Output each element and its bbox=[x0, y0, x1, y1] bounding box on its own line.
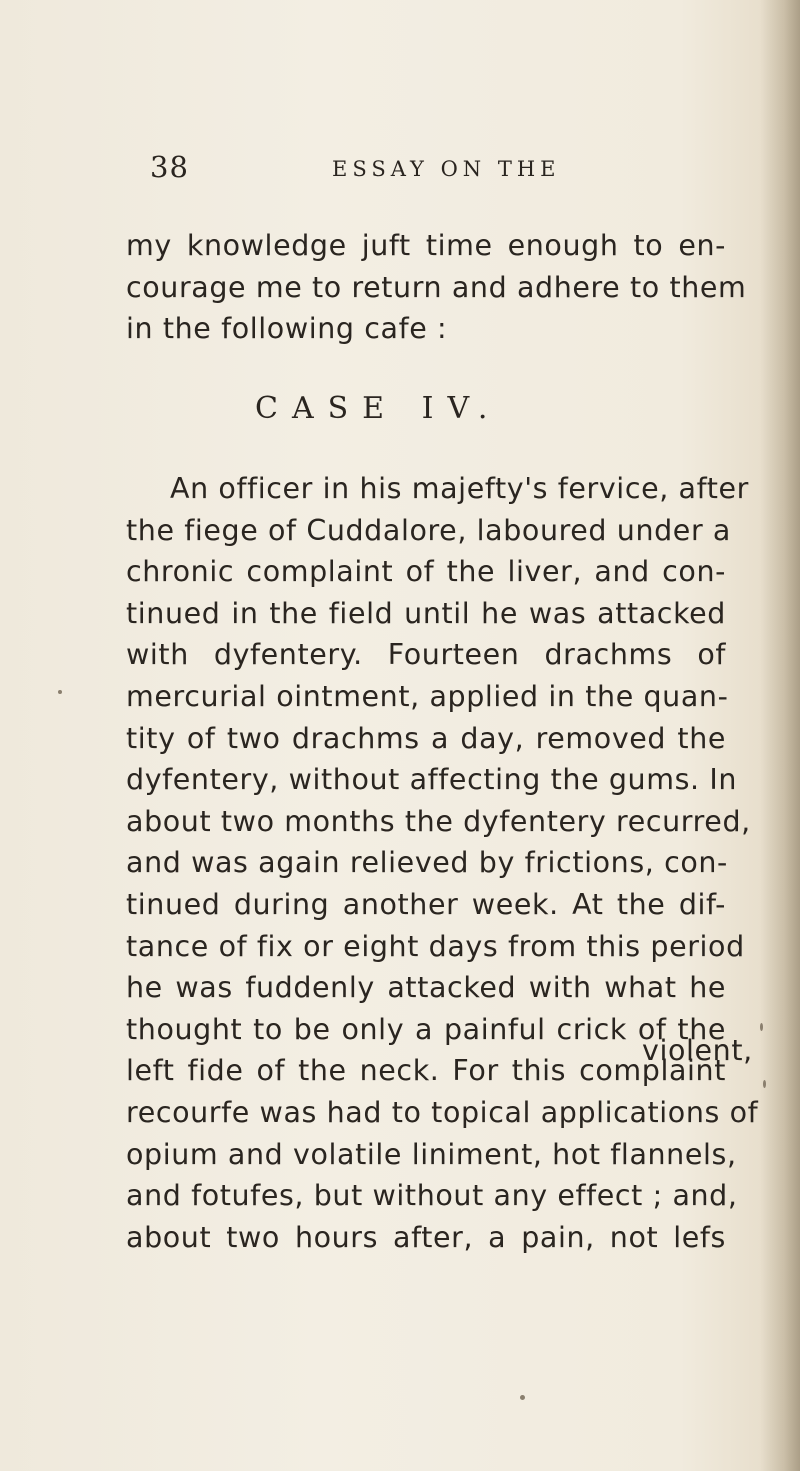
case-paragraph bbox=[126, 468, 759, 1258]
text-line: tance of fix or eight days from this period bbox=[126, 929, 745, 963]
text-line: An officer in his majefty's fervice, after bbox=[170, 472, 749, 505]
text-line: about two months the dyfentery recurred, bbox=[126, 804, 751, 838]
running-title: ESSAY ON THE bbox=[332, 157, 561, 181]
paper-speck bbox=[58, 690, 62, 694]
text-line: thought to be only a painful crick of the bbox=[126, 1012, 726, 1046]
text-line: left fide of the neck. For this complaint bbox=[126, 1054, 726, 1088]
intro-text bbox=[126, 225, 747, 350]
text-line: with dyfentery. Fourteen drachms of bbox=[126, 638, 726, 672]
text-line: tity of two drachms a day, removed the bbox=[126, 721, 726, 755]
text-line: and was again relieved by frictions, con- bbox=[126, 846, 728, 880]
paper-speck bbox=[760, 1023, 763, 1031]
paper-speck bbox=[520, 1395, 525, 1400]
text-line: courage me to return and adhere to them bbox=[126, 270, 747, 304]
text-line: dyfentery, without affecting the gums. In bbox=[126, 763, 738, 797]
text-line: the fiege of Cuddalore, laboured under a bbox=[126, 513, 731, 547]
text-line: recourfe was had to topical applications of bbox=[126, 1095, 759, 1129]
text-line: chronic complaint of the liver, and con- bbox=[126, 555, 726, 589]
text-line: and fotufes, but without any effect ; and, bbox=[126, 1179, 738, 1213]
text-line: in the following cafe : bbox=[126, 312, 448, 346]
text-line: my knowledge juft time enough to en- bbox=[126, 229, 726, 262]
text-line: opium and volatile liniment, hot flannels, bbox=[126, 1137, 737, 1171]
catchword: violent, bbox=[642, 1034, 753, 1067]
paper-speck bbox=[763, 1080, 766, 1088]
text-line: he was fuddenly attacked with what he bbox=[126, 971, 726, 1005]
page-number: 38 bbox=[150, 150, 189, 184]
text-line: tinued in the field until he was attacked bbox=[126, 596, 726, 630]
running-head bbox=[150, 150, 670, 190]
page-gutter-shadow bbox=[760, 0, 800, 1471]
text-line: mercurial ointment, applied in the quan- bbox=[126, 679, 729, 713]
text-line: about two hours after, a pain, not lefs bbox=[126, 1220, 726, 1254]
case-heading: CASE IV. bbox=[255, 391, 502, 426]
text-line: tinued during another week. At the dif- bbox=[126, 887, 726, 921]
